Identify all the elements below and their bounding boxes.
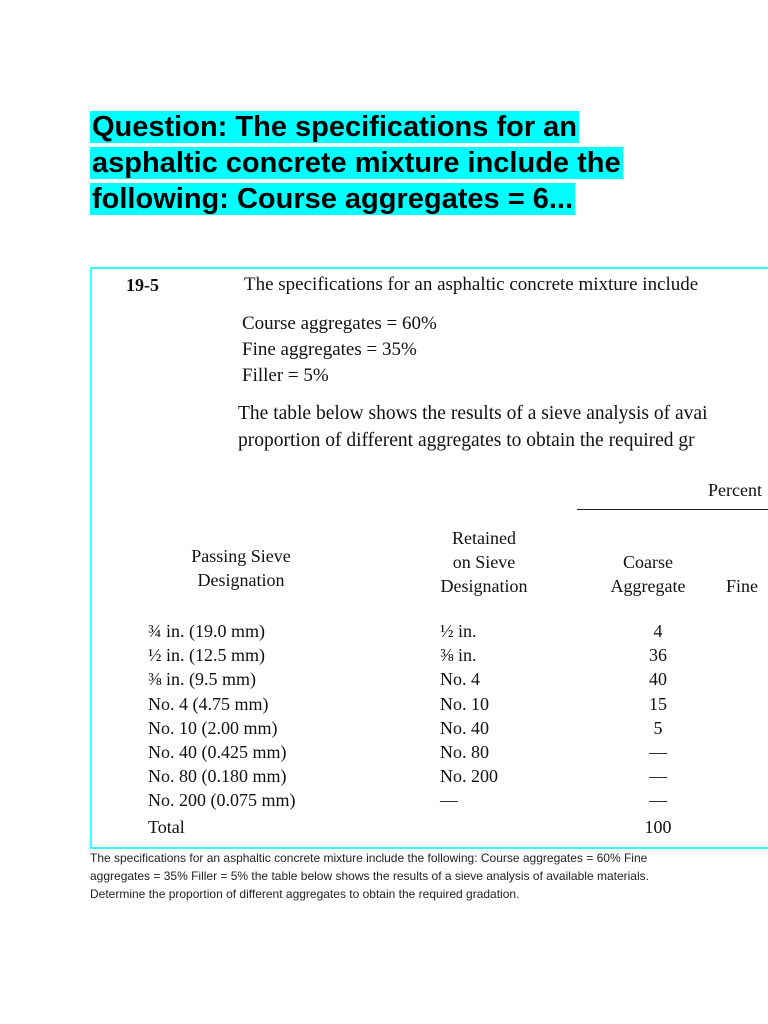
row-retained: No. 4 — [440, 669, 480, 690]
row-coarse: 15 — [649, 693, 667, 714]
spec-coarse: Course aggregates = 60% — [242, 313, 437, 334]
header-retained-line: Retained — [452, 528, 516, 548]
header-rule — [577, 509, 768, 510]
header-passing-line: Designation — [197, 570, 285, 590]
row-passing: No. 200 (0.075 mm) — [148, 790, 296, 811]
row-retained: No. 80 — [440, 742, 489, 762]
spec-filler: Filler = 5% — [242, 365, 329, 386]
header-coarse-line: Aggregate — [610, 576, 686, 596]
caption: The specifications for an asphaltic concrete mixture include the following: Course aggregates = 60% Fine aggregates = 35% Filler = 5% the table below shows the results of a sieve analysis of available materials. Determine the proportion of different aggregates to obtain the required gradation. — [90, 851, 649, 901]
header-retained-line: Designation — [440, 576, 528, 596]
row-coarse: — — [649, 742, 667, 762]
paragraph-line-2: proportion of different aggregates to obtain the required gr — [238, 430, 695, 451]
percent-header: Percent — [708, 480, 762, 500]
row-passing: No. 40 (0.425 mm) — [148, 742, 287, 762]
row-retained: No. 200 — [440, 766, 498, 787]
row-retained: — — [440, 790, 458, 811]
row-retained: ⅜ in. — [440, 645, 477, 666]
header-retained — [424, 526, 544, 598]
header-coarse-line: Coarse — [623, 552, 673, 572]
row-retained: No. 10 — [440, 693, 489, 714]
row-passing: No. 10 (2.00 mm) — [148, 717, 278, 738]
problem-intro: The specifications for an asphaltic concrete mixture include — [244, 274, 699, 295]
row-passing: ½ in. (12.5 mm) — [148, 645, 265, 666]
row-coarse: — — [649, 766, 667, 787]
problem-figure — [90, 267, 768, 849]
row-coarse: — — [649, 790, 667, 811]
row-retained: No. 40 — [440, 717, 489, 738]
row-coarse: 4 — [653, 621, 663, 641]
problem-number: 19-5 — [126, 275, 159, 295]
row-passing: ⅜ in. (9.5 mm) — [148, 669, 256, 690]
row-passing: No. 80 (0.180 mm) — [148, 766, 287, 787]
header-passing-line: Passing Sieve — [191, 546, 291, 566]
row-coarse: 40 — [649, 669, 667, 690]
paragraph-line-1: The table below shows the results of a sieve analysis of avai — [238, 403, 708, 424]
spec-fine: Fine aggregates = 35% — [242, 339, 417, 360]
header-retained-line: on Sieve — [452, 552, 516, 572]
row-passing: ¾ in. (19.0 mm) — [148, 621, 265, 641]
question-title — [90, 109, 650, 217]
header-fine: Fine — [726, 576, 759, 596]
header-passing — [156, 544, 326, 592]
row-coarse: 5 — [653, 717, 663, 738]
row-coarse: 100 — [644, 816, 672, 837]
question-highlight: Question: The specifications for an asphaltic concrete mixture include the following: Course aggregates = 6... — [92, 111, 621, 215]
row-coarse: 36 — [649, 645, 667, 666]
row-passing: Total — [148, 816, 185, 837]
row-passing: No. 4 (4.75 mm) — [148, 693, 269, 714]
header-coarse — [592, 550, 704, 598]
row-retained: ½ in. — [440, 621, 477, 641]
